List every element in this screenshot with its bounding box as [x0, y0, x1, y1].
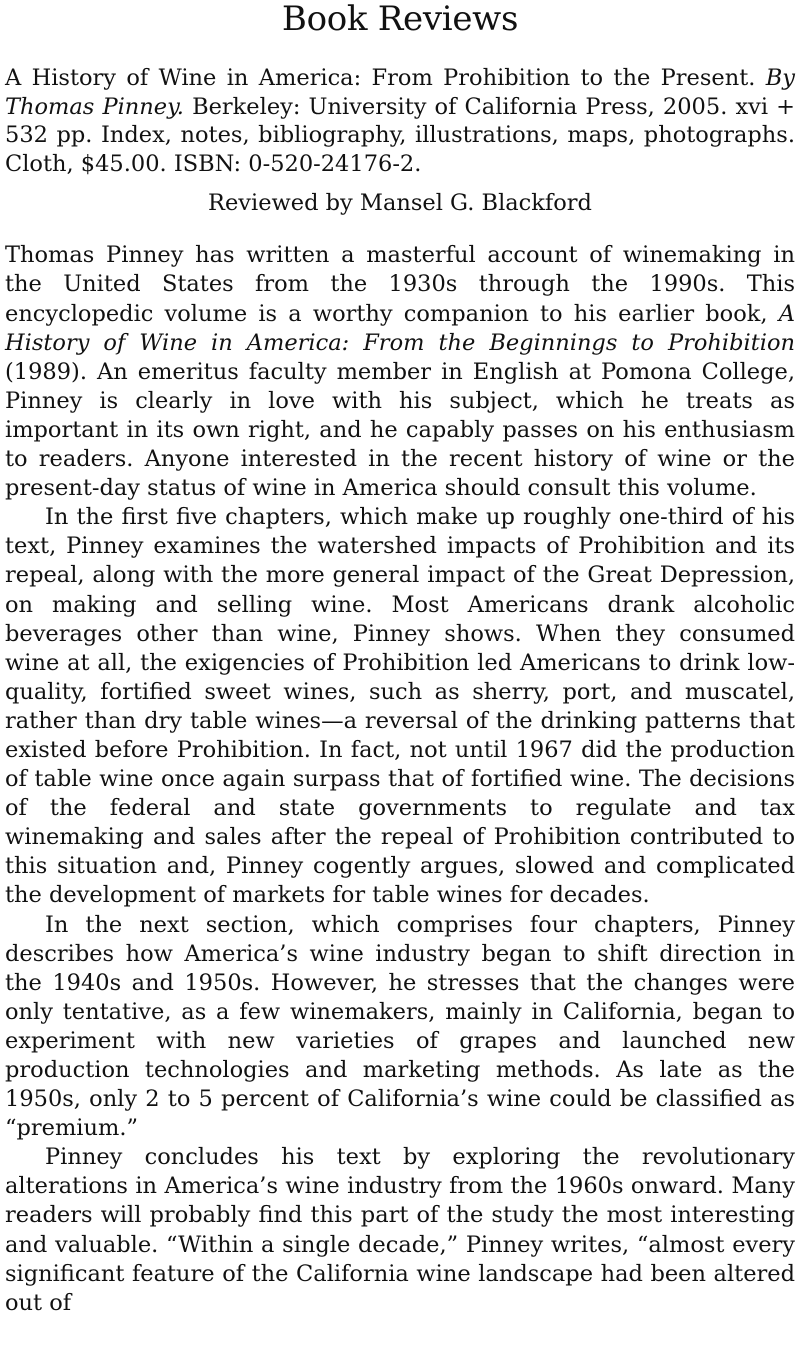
- review-paragraph-1-text-a: Thomas Pinney has written a masterful account of winemaking in the United States from the 1930s through the 1990s. This encyclopedic volume is a worthy companion to his earlier book,: [5, 242, 795, 327]
- book-citation: [5, 64, 795, 178]
- earlier-book-title: A History of Wine in America: From the Beginnings to Prohibition: [5, 300, 796, 356]
- review-paragraph-1: [5, 241, 795, 503]
- section-title: Book Reviews: [281, 0, 519, 39]
- book-title: A History of Wine in America: From Prohibition to the Present.: [5, 65, 756, 91]
- review-paragraph-3: In the next section, which comprises four chapters, Pinney describes how America’s wine industry began to shift direction in the 1940s and 1950s. However, he stresses that the changes were only tentative, as a few winemakers, mainly in California, began to experiment with new varieties of grapes and launched new production technologies and marketing methods. As late as the 1950s, only 2 to 5 percent of California’s wine could be classified as “premium.”: [5, 911, 795, 1142]
- review-paragraph-1-text-b: (1989). An emeritus faculty member in English at Pomona College, Pinney is clearly in love with his subject, which he treats as important in its own right, and he capably passes on his enthusiasm to readers. Anyone interested in the recent history of wine or the present-day status of wine in America should consult this volume.: [5, 358, 795, 502]
- book-author: By Thomas Pinney.: [5, 65, 796, 120]
- review-paragraph-4: Pinney concludes his text by exploring the revolutionary alterations in America’s wine industry from the 1960s onward. Many readers will probably find this part of the study the most interesting and valuable. “Within a single decade,” Pinney writes, “almost every significant feature of the California wine landscape had been altered out of: [5, 1144, 795, 1316]
- publication-details: Berkeley: University of California Press, 2005. xvi + 532 pp. Index, notes, bibliography, illustrations, maps, photographs. Cloth, $45.00. ISBN: 0-520-24176-2.: [5, 93, 795, 177]
- reviewer-line: Reviewed by Mansel G. Blackford: [208, 190, 592, 217]
- review-body: [5, 241, 795, 1317]
- review-paragraph-2: In the first five chapters, which make up roughly one-third of his text, Pinney examines the watershed impacts of Prohibition and its repeal, along with the more general impact of the Great Depression, on making and selling wine. Most Americans drank alcoholic beverages other than wine, Pinney shows. When they consumed wine at all, the exigencies of Prohibition led Americans to drink low-quality, fortified sweet wines, such as sherry, port, and muscatel, rather than dry table wines—a reversal of the drinking patterns that existed before Prohibition. In fact, not until 1967 did the production of table wine once again surpass that of fortified wine. The decisions of the federal and state governments to regulate and tax winemaking and sales after the repeal of Prohibition contributed to this situation and, Pinney cogently argues, slowed and complicated the development of markets for table wines for decades.: [5, 504, 795, 909]
